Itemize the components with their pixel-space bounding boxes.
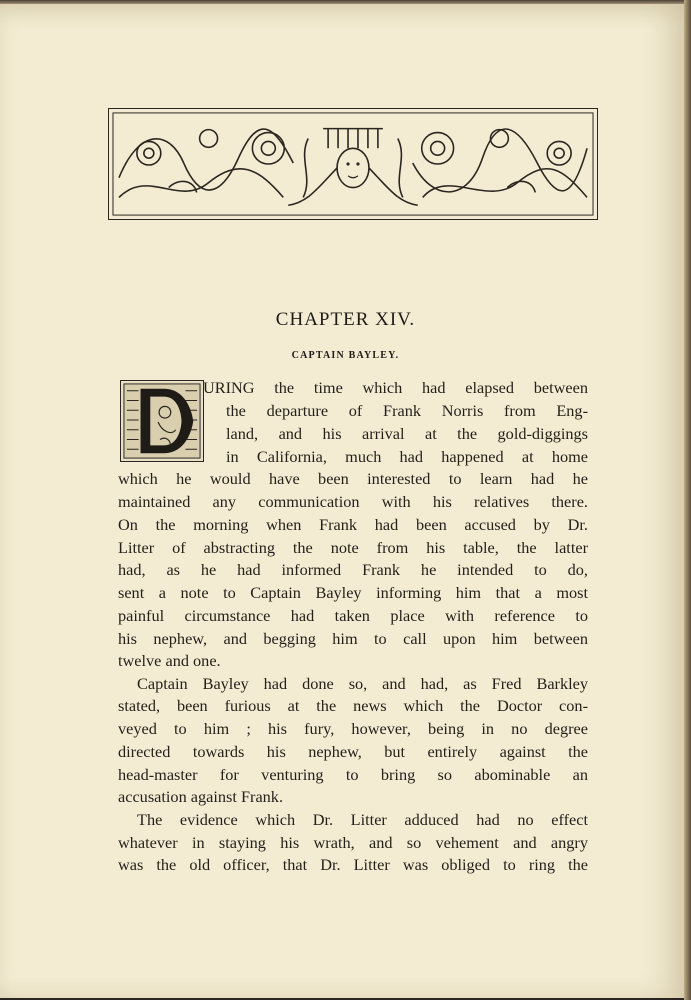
text-line-14: Captain Bayley had done so, and had, as Fred Barkley [137,674,588,693]
text-line-12: his nephew, and begging him to call upon him between [118,629,588,648]
text-line-19: accusation against Frank. [118,787,284,806]
ornate-initial-d-icon [120,380,204,462]
text-line-13: twelve and one. [118,651,221,670]
text-line-20: The evidence which Dr. Litter adduced had no effect [137,810,588,829]
text-line-16: veyed to him ; his fury, however, being in no degree [118,719,588,738]
text-line-7: On the morning when Frank had been accused by Dr. [118,515,588,534]
page-right-edge [684,0,691,1000]
text-line-18: head-master for venturing to bring so abominable an [118,765,588,784]
text-line-21: whatever in staying his wrath, and so vehement and angry [118,833,588,852]
text-line-6: maintained any communication with his relatives there. [118,492,588,511]
book-page [0,4,684,998]
chapter-title: CHAPTER XIV. [275,309,416,330]
text-line-9: had, as he had informed Frank he intended to do, [118,560,588,579]
text-line-2: the departure of Frank Norris from Eng- [226,401,588,420]
text-line-1: URING the time which had elapsed between [203,378,588,397]
text-line-4: in California, much had happened at home [226,447,588,466]
chapter-subtitle: CAPTAIN BAYLEY. [291,350,400,361]
text-line-8: Litter of abstracting the note from his table, the latter [118,538,588,557]
text-line-17: directed towards his nephew, but entirely against the [118,742,588,761]
text-line-11: painful circumstance had taken place with reference to [118,606,588,625]
text-line-15: stated, been furious at the news which the Doctor con- [118,696,588,715]
text-line-3: land, and his arrival at the gold-diggings [226,424,588,443]
decorative-header-band-icon [108,108,598,220]
text-line-10: sent a note to Captain Bayley informing him that a most [118,583,588,602]
text-line-5: which he would have been interested to learn had he [118,469,588,488]
text-line-22: was the old officer, that Dr. Litter was obliged to ring the [118,855,588,874]
